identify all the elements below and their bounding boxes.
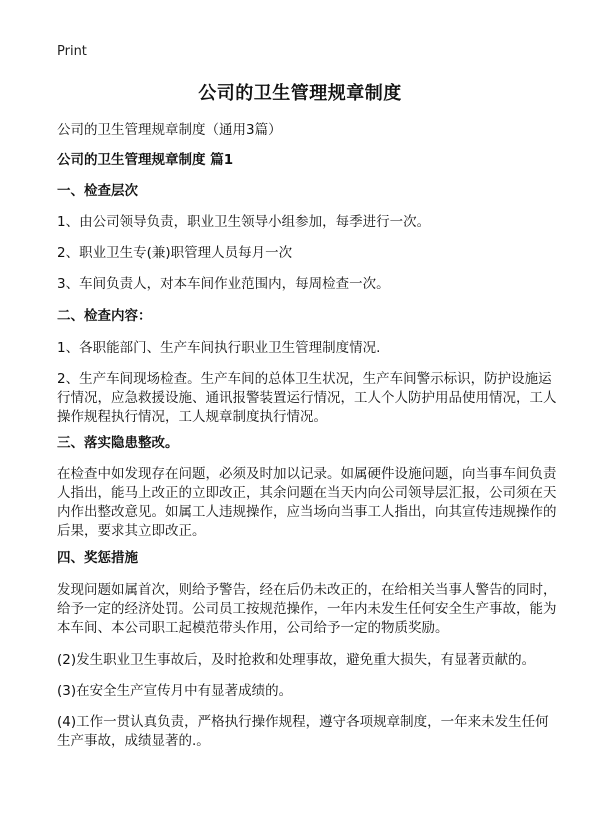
section-2-item-1: 1、各职能部门、生产车间执行职业卫生管理制度情况.	[57, 340, 381, 356]
section-1-item-3: 3、车间负责人，对本车间作业范围内，每周检查一次。	[57, 276, 390, 292]
section-3-paragraph: 在检查中如发现存在问题，必须及时加以记录。如属硬件设施问题，向当事车间负责人指出，能马上改正的立即改正，其余问题在当天内向公司领导层汇报，公司须在天内作出整改意见。如属工人违规操作，应当场向当事工人指出，向其宣传违规操作的后果，要求其立即改正。	[57, 466, 557, 539]
section-2-heading: 二、检查内容：	[57, 308, 152, 324]
section-4-paragraph: 发现问题如属首次，则给予警告，经在后仍未改正的，在给相关当事人警告的同时，给予一定的经济处罚。公司员工按规范操作，一年内未发生任何安全生产事故，能为本车间、本公司职工起模范带头作用，公司给予一定的物质奖励。	[57, 582, 557, 636]
document-title: 公司的卫生管理规章制度	[198, 83, 402, 104]
section-1-item-2: 2、职业卫生专(兼)职管理人员每月一次	[57, 245, 293, 261]
print-label[interactable]: Print	[57, 44, 87, 59]
section-1-heading: 一、检查层次	[57, 183, 138, 199]
document-subtitle: 公司的卫生管理规章制度（通用3篇）	[57, 122, 282, 138]
section-1-item-1: 1、由公司领导负责，职业卫生领导小组参加，每季进行一次。	[57, 214, 431, 230]
section-4-item-4: (4)工作一贯认真负责，严格执行操作规程，遵守各项规章制度，一年来未发生任何生产事故，成绩显著的.。	[57, 714, 549, 749]
section-4-heading: 四、奖惩措施	[57, 550, 138, 566]
section-2-item-2: 2、生产车间现场检查。生产车间的总体卫生状况，生产车间警示标识，防护设施运行情况，应急救援设施、通讯报警装置运行情况，工人个人防护用品使用情况，工人操作规程执行情况，工人规章制度执行情况。	[57, 371, 557, 425]
section-4-item-2: (2)发生职业卫生事故后，及时抢救和处理事故，避免重大损失，有显著贡献的。	[57, 652, 536, 668]
section-3-heading: 三、落实隐患整改。	[57, 435, 179, 451]
part-title: 公司的卫生管理规章制度 篇1	[57, 152, 234, 168]
section-4-item-3: (3)在安全生产宣传月中有显著成绩的。	[57, 683, 293, 699]
